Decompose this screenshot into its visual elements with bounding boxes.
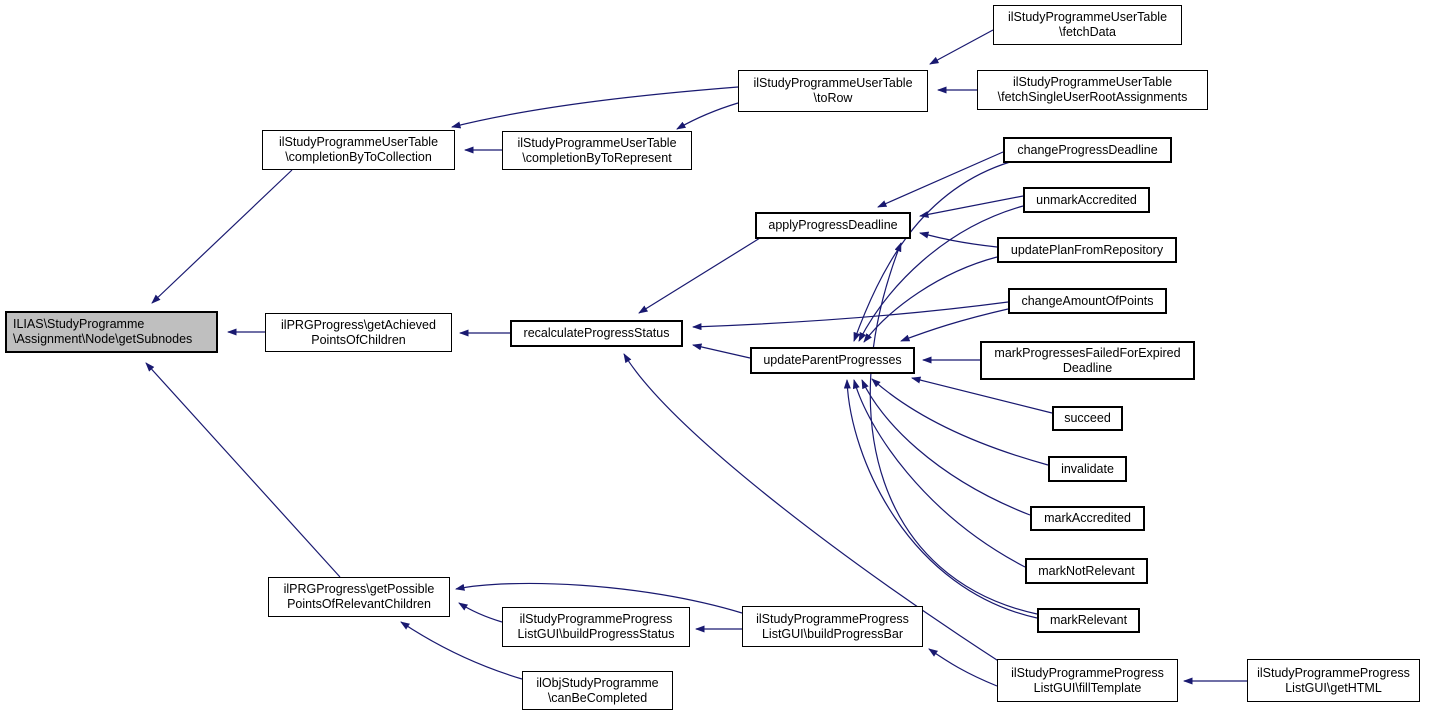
- node-label-line: PointsOfChildren: [311, 332, 406, 347]
- node-label-line: markProgressesFailedForExpired: [994, 345, 1181, 360]
- node-label-line: markNotRelevant: [1038, 563, 1135, 578]
- node-markNotRelevant[interactable]: [1025, 558, 1148, 584]
- node-fetchSingleUserRootAssignments[interactable]: [977, 70, 1208, 110]
- node-label-line: PointsOfRelevantChildren: [287, 597, 431, 611]
- node-canBeCompleted[interactable]: [522, 671, 673, 710]
- node-completionByToRepresent[interactable]: [502, 131, 692, 170]
- node-succeed[interactable]: [1052, 406, 1123, 431]
- node-label-line: markRelevant: [1049, 613, 1128, 627]
- node-label-line: \canBeCompleted: [547, 690, 648, 705]
- node-recalculateProgressStatus[interactable]: [510, 320, 683, 347]
- node-label-line: ListGUI\getHTML: [1285, 680, 1382, 695]
- node-fillTemplate[interactable]: [997, 659, 1178, 702]
- node-toRow[interactable]: [738, 70, 928, 112]
- edge-fillTemplate-to-buildProgressBar: [929, 649, 997, 686]
- node-invalidate[interactable]: [1048, 456, 1127, 482]
- node-label-line: \fetchSingleUserRootAssignments: [997, 90, 1188, 104]
- node-label-line: ilStudyProgrammeUserTable: [517, 135, 677, 150]
- edge-getPossiblePointsOfRelevantChildren-to-getSubnodes: [146, 363, 340, 577]
- node-label-line: ilStudyProgrammeUserTable: [1007, 10, 1168, 24]
- node-fetchData[interactable]: [993, 5, 1182, 45]
- node-changeAmountOfPoints[interactable]: [1008, 288, 1167, 314]
- node-markProgressesFailedForExpiredDeadline[interactable]: [980, 341, 1195, 380]
- edge-fetchData-to-toRow: [930, 30, 993, 64]
- edge-updatePlanFromRepository-to-applyProgressDeadline: [920, 233, 997, 247]
- node-label-line: changeProgressDeadline: [1017, 142, 1158, 157]
- node-buildProgressBar[interactable]: [742, 606, 923, 647]
- node-getAchievedPointsOfChildren[interactable]: [265, 313, 452, 352]
- node-label-line: ILIAS\StudyProgramme: [13, 317, 145, 331]
- node-label-line: invalidate: [1061, 461, 1114, 476]
- edge-changeAmountOfPoints-to-updateParentProgresses: [901, 309, 1008, 341]
- node-label-line: \completionByToRepresent: [522, 150, 672, 165]
- node-label-line: ilStudyProgrammeUserTable: [278, 135, 439, 149]
- node-label-line: \completionByToCollection: [285, 150, 432, 164]
- edge-toRow-to-completionByToRepresent: [677, 103, 738, 129]
- edge-invalidate-to-updateParentProgresses: [872, 379, 1048, 465]
- node-label-line: applyProgressDeadline: [768, 218, 898, 232]
- edge-succeed-to-updateParentProgresses: [912, 378, 1052, 413]
- node-label-line: ilStudyProgrammeUserTable: [753, 76, 913, 90]
- node-label-line: ilStudyProgrammeProgress: [756, 611, 909, 626]
- node-label-line: \Assignment\Node\getSubnodes: [13, 332, 193, 346]
- edge-completionByToCollection-to-getSubnodes: [152, 170, 292, 303]
- node-label-line: ilPRGProgress\getAchieved: [281, 317, 436, 332]
- node-unmarkAccredited[interactable]: [1023, 187, 1150, 213]
- node-label-line: succeed: [1064, 411, 1111, 425]
- edge-unmarkAccredited-to-applyProgressDeadline: [920, 196, 1023, 216]
- node-label-line: unmarkAccredited: [1036, 192, 1137, 207]
- node-label-line: ilObjStudyProgramme: [536, 675, 659, 690]
- node-label-line: \toRow: [813, 91, 853, 105]
- node-label-line: ListGUI\buildProgressStatus: [517, 627, 675, 641]
- node-updatePlanFromRepository[interactable]: [997, 237, 1177, 263]
- edge-changeProgressDeadline-to-applyProgressDeadline: [878, 152, 1003, 207]
- node-label-line: ilStudyProgrammeProgress: [1257, 665, 1410, 680]
- node-label-line: ilStudyProgrammeProgress: [1011, 665, 1164, 680]
- node-getSubnodes[interactable]: [5, 311, 218, 353]
- node-label-line: ilPRGProgress\getPossible: [283, 582, 435, 596]
- node-label-line: ListGUI\buildProgressBar: [761, 626, 904, 641]
- node-changeProgressDeadline[interactable]: [1003, 137, 1172, 163]
- edge-buildProgressStatus-to-getPossiblePointsOfRelevantChildren: [459, 603, 502, 622]
- node-label-line: ilStudyProgrammeProgress: [519, 612, 673, 626]
- node-label-line: ilStudyProgrammeUserTable: [1012, 75, 1173, 89]
- node-getHTML[interactable]: [1247, 659, 1420, 702]
- edge-applyProgressDeadline-to-recalculateProgressStatus: [639, 238, 760, 313]
- node-label-line: updateParentProgresses: [763, 353, 902, 367]
- node-label-line: changeAmountOfPoints: [1021, 293, 1154, 308]
- edge-updatePlanFromRepository-to-updateParentProgresses: [864, 257, 997, 342]
- node-markRelevant[interactable]: [1037, 608, 1140, 633]
- node-label-line: updatePlanFromRepository: [1010, 242, 1164, 257]
- node-markAccredited[interactable]: [1030, 506, 1145, 531]
- node-label-line: Deadline: [1062, 360, 1113, 375]
- edge-markRelevant-to-updateParentProgresses: [847, 380, 1037, 618]
- node-label-line: ListGUI\fillTemplate: [1033, 680, 1142, 695]
- node-completionByToCollection[interactable]: [262, 130, 455, 170]
- node-getPossiblePointsOfRelevantChildren[interactable]: [268, 577, 450, 617]
- node-label-line: markAccredited: [1044, 511, 1131, 525]
- edge-toRow-to-completionByToCollection: [452, 87, 738, 127]
- node-label-line: recalculateProgressStatus: [523, 326, 670, 340]
- node-buildProgressStatus[interactable]: [502, 607, 690, 647]
- edge-markNotRelevant-to-updateParentProgresses: [854, 380, 1025, 567]
- edge-changeAmountOfPoints-to-recalculateProgressStatus: [693, 302, 1008, 327]
- node-applyProgressDeadline[interactable]: [755, 212, 911, 239]
- node-label-line: \fetchData: [1059, 25, 1116, 39]
- edge-updateParentProgresses-to-recalculateProgressStatus: [693, 345, 750, 358]
- node-updateParentProgresses[interactable]: [750, 347, 915, 374]
